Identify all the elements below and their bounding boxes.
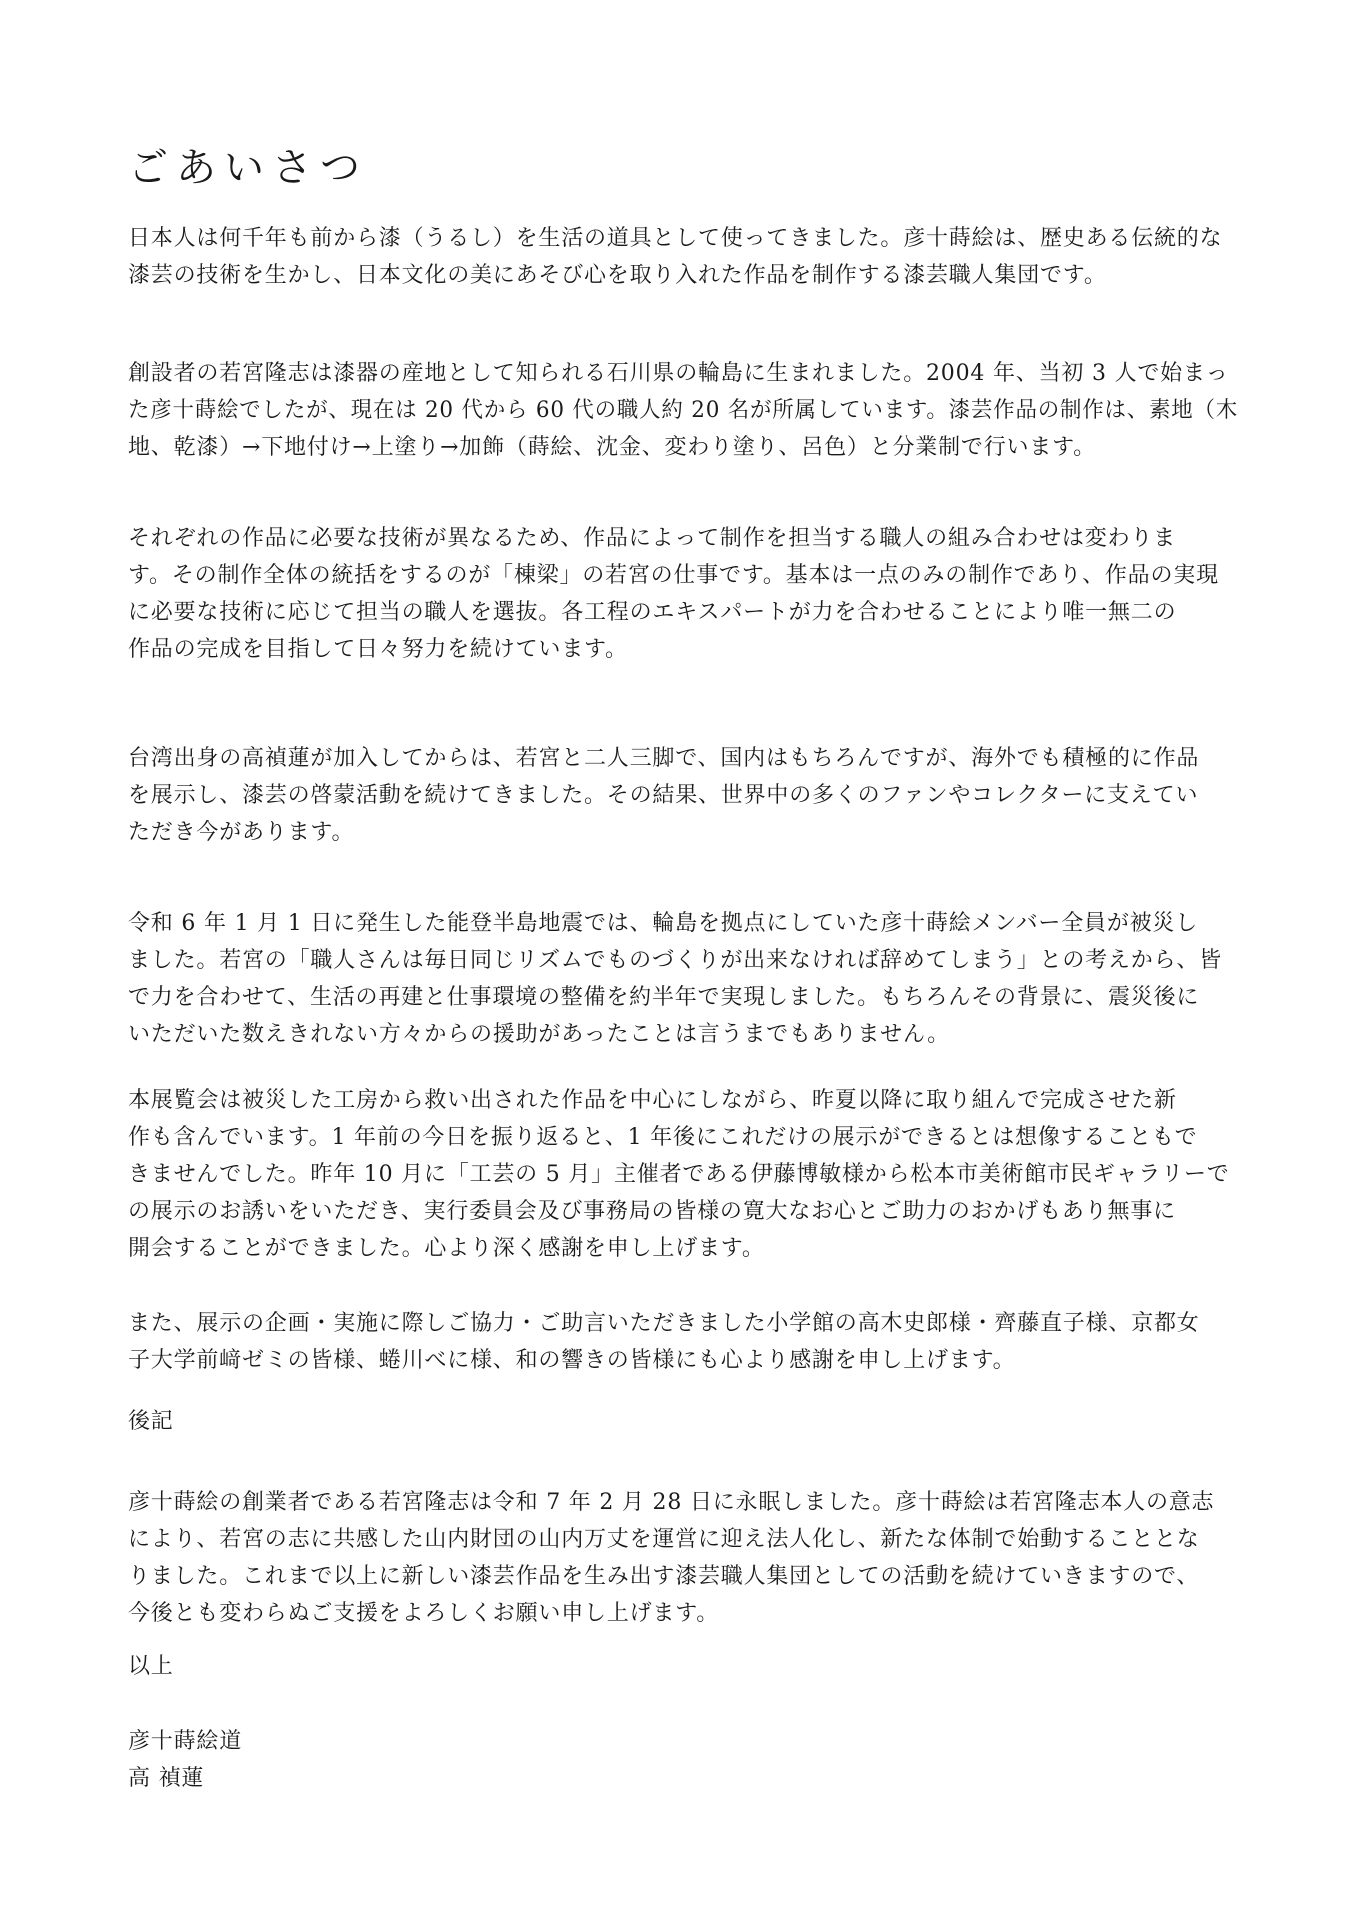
text-line: を展示し、漆芸の啓蒙活動を続けてきました。その結果、世界中の多くのファンやコレクターに支えてい [128, 783, 1199, 808]
text-line: りました。これまで以上に新しい漆芸作品を生み出す漆芸職人集団としての活動を続けていきますので、 [128, 1564, 1200, 1589]
text-line: 高 禎蓮 [128, 1766, 205, 1791]
text-line: ただき今があります。 [128, 820, 355, 845]
postscript-paragraph [128, 1484, 1238, 1632]
text-line: 作も含んでいます。1 年前の今日を振り返ると、1 年後にこれだけの展示ができるとは想像することもで [128, 1125, 1198, 1150]
text-line: 以上 [128, 1654, 174, 1679]
text-line: 日本人は何千年も前から漆（うるし）を生活の道具として使ってきました。彦十蒔絵は、歴史ある伝統的な [128, 226, 1223, 251]
page-title: ごあいさつ [128, 145, 368, 191]
craftsmen-paragraph [128, 520, 1238, 668]
text-line: それぞれの作品に必要な技術が異なるため、作品によって制作を担当する職人の組み合わせは変わりま [128, 526, 1176, 551]
text-line: 子大学前﨑ゼミの皆様、蜷川べに様、和の響きの皆様にも心より感謝を申し上げます。 [128, 1348, 1016, 1373]
text-line: 今後とも変わらぬご支援をよろしくお願い申し上げます。 [128, 1601, 720, 1626]
text-line: ました。若宮の「職人さんは毎日同じリズムでものづくりが出来なければ辞めてしまう」との考えから、皆 [128, 948, 1222, 973]
founder-paragraph [128, 355, 1238, 466]
text-line: た彦十蒔絵でしたが、現在は 20 代から 60 代の職人約 20 名が所属しています。漆芸作品の制作は、素地（木 [128, 398, 1239, 423]
text-line: 地、乾漆）→下地付け→上塗り→加飾（蒔絵、沈金、変わり塗り、呂色）と分業制で行います。 [128, 435, 1096, 460]
text-line: に必要な技術に応じて担当の職人を選抜。各工程のエキスパートが力を合わせることにより唯一無二の [128, 600, 1177, 625]
text-line: により、若宮の志に共感した山内財団の山内万丈を運営に迎え法人化し、新たな体制で始動することとな [128, 1527, 1200, 1552]
text-line: 後記 [128, 1409, 174, 1434]
earthquake-paragraph [128, 905, 1238, 1053]
closing-word [128, 1648, 1238, 1685]
activities-paragraph [128, 740, 1238, 851]
text-line: 台湾出身の高禎蓮が加入してからは、若宮と二人三脚で、国内はもちろんですが、海外でも積極的に作品 [128, 746, 1200, 771]
signature-block [128, 1723, 1238, 1797]
text-line: 創設者の若宮隆志は漆器の産地として知られる石川県の輪島に生まれました。2004 年、当初 3 人で始まっ [128, 361, 1229, 386]
exhibition-paragraph [128, 1082, 1238, 1267]
text-line: す。その制作全体の統括をするのが「棟梁」の若宮の仕事です。基本は一点のみの制作であり、作品の実現 [128, 563, 1219, 588]
text-line: 彦十蒔絵の創業者である若宮隆志は令和 7 年 2 月 28 日に永眠しました。彦十蒔絵は若宮隆志本人の意志 [128, 1490, 1215, 1515]
text-line: 本展覧会は被災した工房から救い出された作品を中心にしながら、昨夏以降に取り組んで完成させた新 [128, 1088, 1177, 1113]
text-line: 漆芸の技術を生かし、日本文化の美にあそび心を取り入れた作品を制作する漆芸職人集団です。 [128, 263, 1107, 288]
intro-paragraph [128, 220, 1238, 294]
text-line: 開会することができました。心より深く感謝を申し上げます。 [128, 1236, 765, 1261]
text-line: 彦十蒔絵道 [128, 1729, 243, 1754]
text-line: 令和 6 年 1 月 1 日に発生した能登半島地震では、輪島を拠点にしていた彦十蒔絵メンバー全員が被災し [128, 911, 1199, 936]
text-line: また、展示の企画・実施に際しご協力・ご助言いただきました小学館の高木史郎様・齊藤直子様、京都女 [128, 1311, 1200, 1336]
text-line: で力を合わせて、生活の再建と仕事環境の整備を約半年で実現しました。もちろんその背景に、震災後に [128, 985, 1200, 1010]
text-line: の展示のお誘いをいただき、実行委員会及び事務局の皆様の寛大なお心とご助力のおかげもあり無事に [128, 1199, 1176, 1224]
postscript-heading [128, 1403, 1238, 1440]
text-line: きませんでした。昨年 10 月に「工芸の 5 月」主催者である伊藤博敏様から松本市美術館市民ギャラリーで [128, 1162, 1230, 1187]
text-line: いただいた数えきれない方々からの援助があったことは言うまでもありません。 [128, 1022, 950, 1047]
text-line: 作品の完成を目指して日々努力を続けています。 [128, 637, 628, 662]
acknowledgements-paragraph [128, 1305, 1238, 1379]
